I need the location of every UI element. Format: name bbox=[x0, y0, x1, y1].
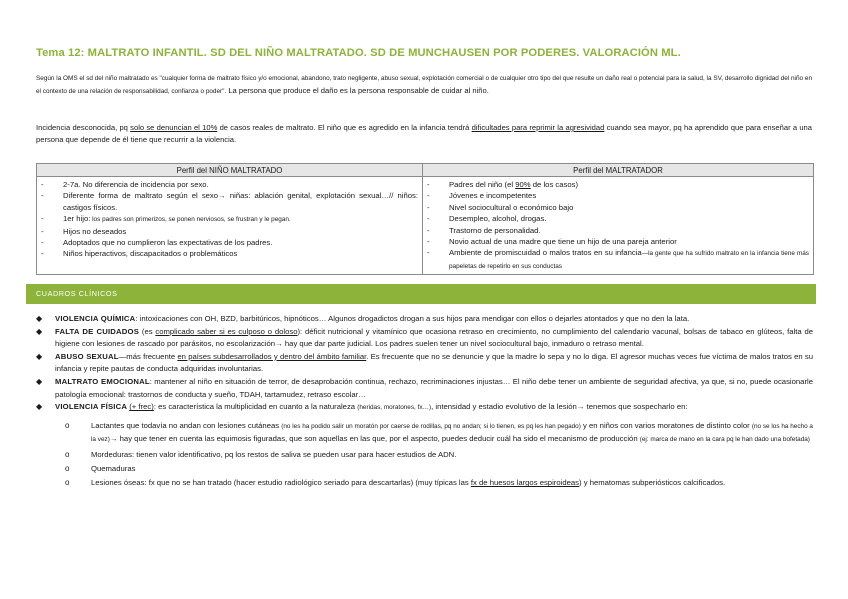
infants-small-3: (ej: marca de mano en la cara pq le han dado una bofetada) bbox=[639, 436, 810, 444]
physical-violence-frequency: (+ frec) bbox=[129, 402, 154, 412]
list-item bbox=[41, 213, 418, 225]
list-item: - Trastorno de personalidad. bbox=[427, 225, 809, 236]
list-item bbox=[36, 401, 813, 490]
child-profile-list bbox=[41, 179, 418, 260]
incidence-underline-10: solo se denuncian el 10% bbox=[130, 123, 218, 132]
sexual-abuse-text-b: . Es frecuente que no se denuncie y que la madre lo sepa y no lo diga. El agresor muchas veces fue víctima de malos tratos en su infancia y repite pautas de conducta adquiridas involuntarias. bbox=[55, 351, 814, 374]
list-item bbox=[427, 179, 809, 190]
infants-text-a: Lactantes que todavía no andan con lesiones cutáneas bbox=[91, 420, 282, 430]
abuser-profile-list bbox=[427, 179, 809, 272]
promiscuity-detail: —la gente que ha sufrido maltrato en la infancia tiene más papeletas de repetirlo en sus conductas bbox=[449, 250, 809, 270]
profiles-table bbox=[36, 163, 814, 275]
chemical-violence-label: VIOLENCIA QUÍMICA bbox=[55, 314, 136, 323]
bone-lesions-text-b: ) y hematomas subperiósticos calcificados. bbox=[579, 478, 726, 488]
diamond-bullet-icon: ◆ bbox=[36, 376, 43, 386]
neglect-text-b: ): déficit nutricional y vitamínico que ocasiona retraso en crecimiento, no cumplimiento del calendario vacunal, bolsas de tabaco en glúteos, falta de higiene con lesiones de rascado por parásitos, no escolarización→ hay que dar parte judicial. Los padres suelen tener un nivel sociocultural bajo, inmaduro o retraso mental. bbox=[55, 326, 814, 349]
list-item: - Novio actual de una madre que tiene un hijo de una pareja anterior bbox=[427, 236, 809, 247]
responsible-person-text: La persona que produce el daño es la persona responsable de cuidar al niño. bbox=[226, 86, 489, 96]
diamond-bullet-icon: ◆ bbox=[36, 314, 43, 323]
list-item bbox=[36, 351, 813, 376]
circle-bullet-icon: o bbox=[65, 478, 70, 488]
neglect-label: FALTA DE CUIDADOS bbox=[55, 326, 140, 336]
physical-violence-small: (heridas, moratones, fx…) bbox=[357, 404, 432, 412]
chemical-violence-text: : intoxicaciones con OH, BZD, barbitúricos, hipnóticos… Algunos drogadictos drogan a sus hijos para mendigar con ellos o dejarles atontados y que no den la lata. bbox=[135, 314, 690, 323]
list-item bbox=[55, 420, 813, 447]
bites-text: Mordeduras: tienen valor identificativo, pq los restos de saliva se pueden usar para hacer estudios de ADN. bbox=[91, 449, 457, 459]
infants-small-2: (no se los ha hecho a la vez) bbox=[91, 422, 813, 444]
bone-lesions-underline: fx de huesos largos espiroideas bbox=[470, 478, 580, 488]
physical-violence-text-a: : es característica la multiplicidad en cuanto a la naturaleza bbox=[153, 402, 358, 412]
infants-text-c: → hay que tener en cuenta las equimosis figuradas, que son aquellas en las que, por el aspecto, puedes deducir cuál ha sido el mecanismo de producción bbox=[109, 434, 640, 444]
physical-violence-sublist bbox=[55, 420, 813, 490]
abuser-profile-header: Perfil del MALTRATADOR bbox=[423, 164, 814, 177]
bone-lesions-text-a: Lesiones óseas: fx que no se han tratado (hacer estudio radiológico seriado para descartarlas) (muy típicas las bbox=[91, 478, 471, 488]
list-item bbox=[55, 477, 813, 489]
first-child-label: 1er hijo: bbox=[63, 214, 91, 224]
diamond-bullet-icon: ◆ bbox=[36, 326, 43, 336]
diamond-bullet-icon: ◆ bbox=[36, 351, 43, 361]
section-banner-cuadros bbox=[26, 284, 816, 304]
burns-text: Quemaduras bbox=[91, 463, 136, 473]
list-item bbox=[427, 247, 809, 272]
list-item: - Niños hiperactivos, discapacitados o problemáticos bbox=[41, 248, 418, 259]
clinical-pictures-list bbox=[36, 313, 813, 492]
section-banner-label: CUADROS CLÍNICOS bbox=[36, 289, 118, 298]
intro-paragraph-definition bbox=[36, 72, 812, 98]
physical-violence-text-b: , intensidad y estadio evolutivo de la lesión→ tenemos que sospecharlo en: bbox=[431, 402, 688, 412]
infants-small-1: (no les ha podido salir un moratón por caerse de rodillas, pq no andan; si lo tienen, es pq les han pegado) bbox=[281, 422, 581, 430]
emotional-abuse-text: : mantener al niño en situación de terror, de desaprobación continua, rechazo, recriminaciones injustas… El niño debe tener un ambiente de seguridad afectiva, ya que, si no, puede ocasionarle patología emocional: trastornos de conducta y sueño, TDAH, tartamudez, retraso escolar… bbox=[55, 376, 813, 399]
list-item: - Nivel sociocultural o económico bajo bbox=[427, 202, 809, 213]
diamond-bullet-icon: ◆ bbox=[36, 402, 43, 412]
circle-bullet-icon: o bbox=[65, 463, 70, 473]
parents-text-a: Padres del niño (el bbox=[449, 180, 516, 189]
incidence-text-c: cuando sea mayor, pq ha aprendido que para enseñar a una persona que depende de él tiene que recurrir a la violencia. bbox=[36, 123, 813, 145]
abuser-profile-cell bbox=[423, 177, 814, 275]
list-item: - Hijos no deseados bbox=[41, 226, 418, 237]
neglect-underline: complicado saber si es culposo o doloso bbox=[155, 326, 298, 336]
list-item: - Jóvenes e incompetentes bbox=[427, 190, 809, 201]
document-title: Tema 12: MALTRATO INFANTIL. SD DEL NIÑO MALTRATADO. SD DE MUNCHAUSEN POR PODERES. VALORACIÓN ML. bbox=[36, 47, 681, 59]
list-item bbox=[55, 463, 813, 475]
infants-text-b: y en niños con varios moratones de distinto color bbox=[580, 420, 752, 430]
child-profile-cell bbox=[37, 177, 423, 275]
emotional-abuse-label: MALTRATO EMOCIONAL bbox=[55, 376, 150, 386]
parents-percent: 90% bbox=[515, 180, 531, 189]
circle-bullet-icon: o bbox=[65, 420, 70, 430]
circle-bullet-icon: o bbox=[65, 449, 70, 459]
intro-paragraph-incidence bbox=[36, 122, 812, 146]
physical-violence-label: VIOLENCIA FÍSICA bbox=[55, 402, 128, 412]
list-item: - Desempleo, alcohol, drogas. bbox=[427, 213, 809, 224]
list-item bbox=[55, 449, 813, 461]
list-item bbox=[36, 326, 813, 351]
list-item: - 2-7a. No diferencia de incidencia por sexo. bbox=[41, 179, 418, 190]
neglect-text-a: (es bbox=[139, 326, 156, 336]
incidence-text-b: de casos reales de maltrato. El niño que es agredido en la infancia tendrá bbox=[217, 123, 472, 132]
sexual-abuse-text-a: —más frecuente bbox=[118, 351, 178, 361]
list-item bbox=[36, 313, 813, 326]
oms-definition-text: Según la OMS el sd del niño maltratado es "cualquier forma de maltrato físico y/o emocional, abandono, trato negligente, abuso sexual, explotación comercial o de cualquier otro tipo del que resulte un daño real o potencial para la salud, la SV, desarrollo dignidad del niño en el contexto de una relación de responsabilidad, confianza o poder". bbox=[36, 75, 812, 96]
incidence-underline-aggression: dificultades para reprimir la agresividad bbox=[471, 123, 605, 132]
list-item: - Diferente forma de maltrato según el sexo→ niñas: ablación genital, explotación sexual…// niños: castigos físicos. bbox=[41, 190, 418, 213]
child-profile-header: Perfil del NIÑO MALTRATADO bbox=[37, 164, 423, 177]
incidence-text-a: Incidencia desconocida, pq bbox=[36, 123, 131, 132]
first-child-detail: los padres son primerizos, se ponen nerviosos, se frustran y le pegan. bbox=[90, 216, 291, 224]
list-item bbox=[36, 376, 813, 401]
sexual-abuse-label: ABUSO SEXUAL bbox=[55, 351, 119, 361]
parents-text-b: de los casos) bbox=[530, 180, 579, 189]
list-item: - Adoptados que no cumplieron las expectativas de los padres. bbox=[41, 237, 418, 248]
sexual-abuse-underline: en países subdesarrollados y dentro del ámbito familiar bbox=[177, 351, 367, 361]
promiscuity-text: Ambiente de promiscuidad o malos tratos en su infancia bbox=[449, 248, 642, 258]
